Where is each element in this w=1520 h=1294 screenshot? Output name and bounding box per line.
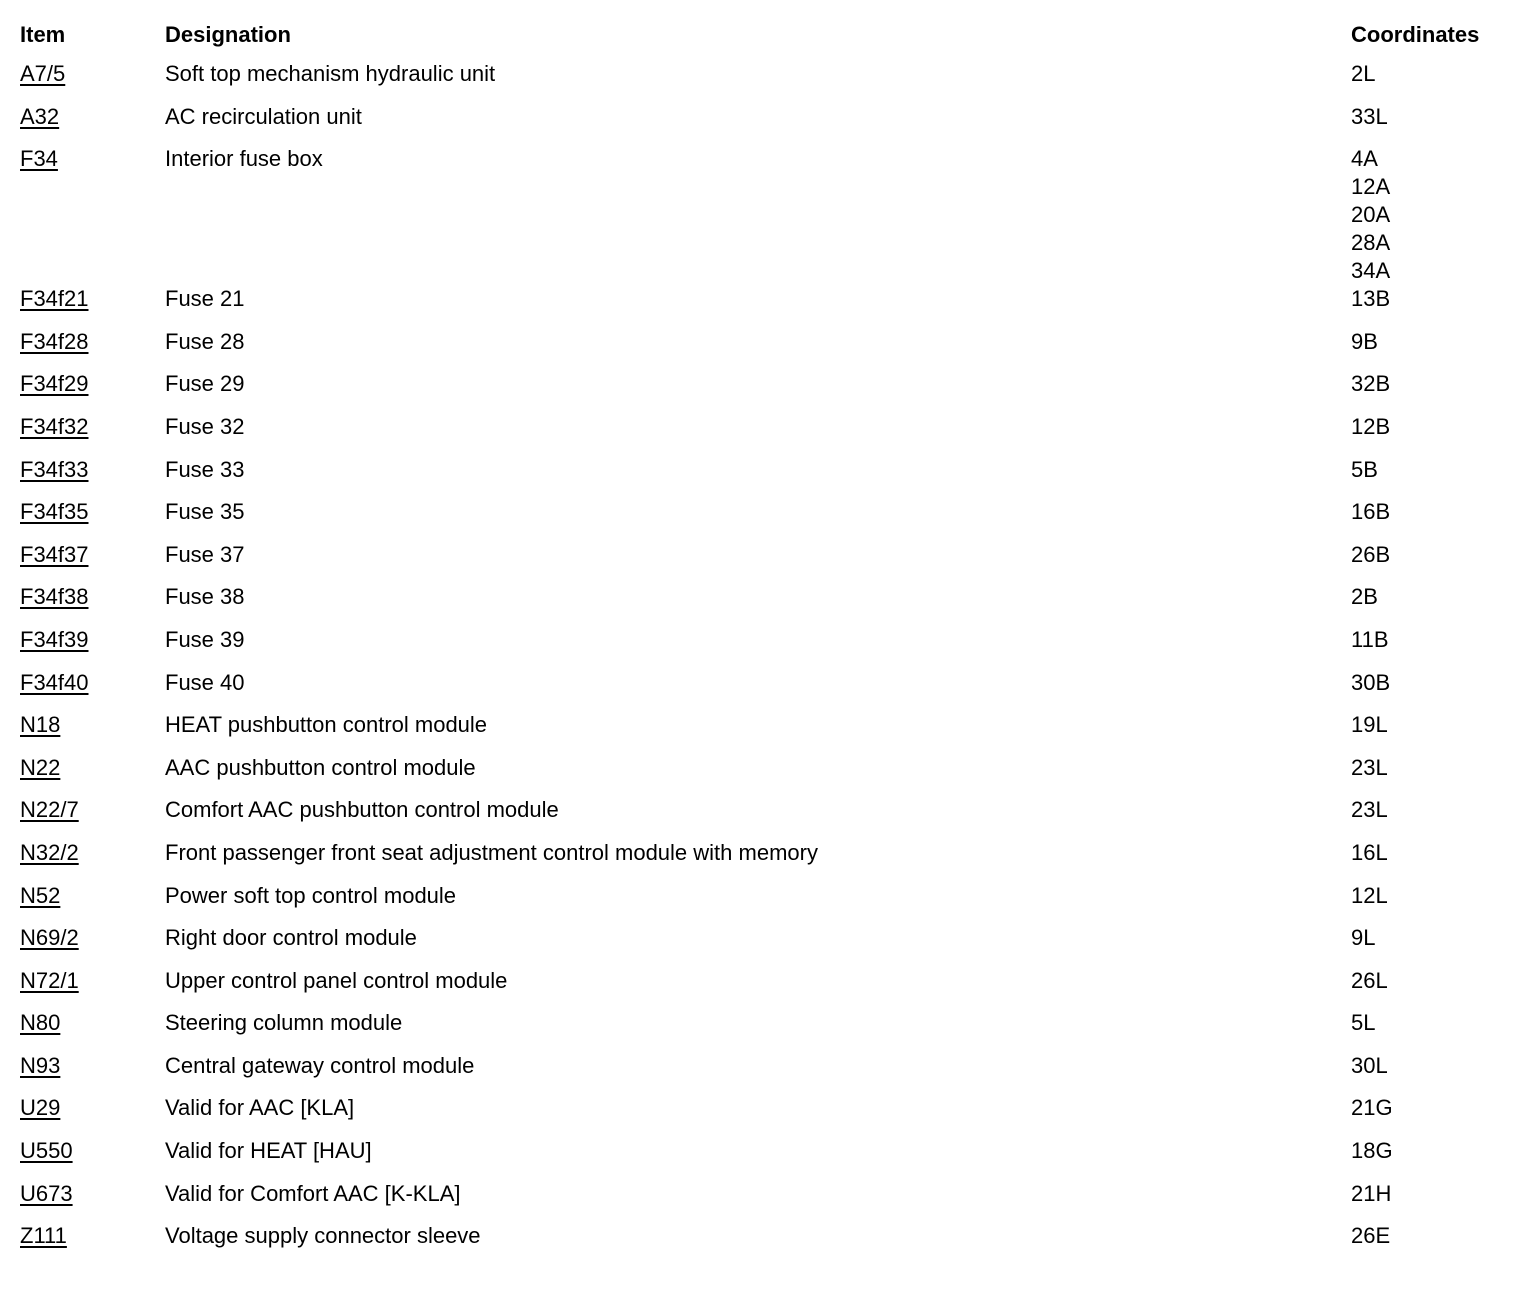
designation-cell <box>165 498 1351 526</box>
table-row <box>20 924 1510 967</box>
item-cell <box>20 370 165 398</box>
item-cell <box>20 711 165 739</box>
designation-cell <box>165 60 1351 88</box>
table-row <box>20 1094 1510 1137</box>
coordinate-value: 19L <box>1351 712 1388 738</box>
item-link[interactable]: N72/1 <box>20 967 79 993</box>
coordinate-value: 23L <box>1351 797 1388 823</box>
item-link[interactable]: F34f40 <box>20 669 89 695</box>
designation-text: Voltage supply connector sleeve <box>165 1223 481 1249</box>
coordinates-cell <box>1351 583 1510 611</box>
coordinates-cell <box>1351 967 1510 995</box>
coordinates-cell <box>1351 103 1510 131</box>
designation-cell <box>165 583 1351 611</box>
coordinate-value: 16B <box>1351 499 1391 525</box>
designation-text: Power soft top control module <box>165 882 457 908</box>
coordinates-cell <box>1351 370 1510 398</box>
designation-cell <box>165 711 1351 739</box>
coordinate-value: 9B <box>1351 328 1378 354</box>
coordinate-value: 30L <box>1351 1052 1388 1078</box>
item-cell <box>20 1009 165 1037</box>
item-cell <box>20 285 165 313</box>
item-link[interactable]: F34f35 <box>20 499 89 525</box>
designation-text: Valid for Comfort AAC [K-KLA] <box>165 1180 461 1206</box>
item-cell <box>20 1222 165 1250</box>
designation-cell <box>165 456 1351 484</box>
coordinate-value: 5L <box>1351 1010 1376 1036</box>
table-row <box>20 754 1510 797</box>
designation-cell <box>165 839 1351 867</box>
item-cell <box>20 145 165 173</box>
item-link[interactable]: F34f37 <box>20 541 89 567</box>
coordinates-cell <box>1351 754 1510 782</box>
item-cell <box>20 796 165 824</box>
designation-text: HEAT pushbutton control module <box>165 712 488 738</box>
coordinate-value: 18G <box>1351 1138 1393 1164</box>
coordinate-value: 16L <box>1351 839 1388 865</box>
coordinates-cell <box>1351 60 1510 88</box>
item-cell <box>20 1137 165 1165</box>
item-cell <box>20 60 165 88</box>
designation-text: Fuse 35 <box>165 499 245 525</box>
item-link[interactable]: F34f29 <box>20 371 89 397</box>
table-row <box>20 103 1510 146</box>
table-row <box>20 498 1510 541</box>
coordinates-cell <box>1351 796 1510 824</box>
designation-text: Soft top mechanism hydraulic unit <box>165 61 496 86</box>
designation-text: Comfort AAC pushbutton control module <box>165 797 559 823</box>
coordinate-value: 33L <box>1351 103 1388 129</box>
table-row <box>20 541 1510 584</box>
designation-cell <box>165 796 1351 824</box>
coordinate-value: 26E <box>1351 1223 1391 1249</box>
table-row <box>20 456 1510 499</box>
item-link[interactable]: A32 <box>20 103 60 129</box>
item-cell <box>20 1180 165 1208</box>
item-cell <box>20 839 165 867</box>
table-row <box>20 796 1510 839</box>
item-link[interactable]: F34f32 <box>20 413 89 439</box>
item-link[interactable]: N32/2 <box>20 839 79 865</box>
coordinate-value: 28A <box>1351 230 1391 256</box>
designation-cell <box>165 1222 1351 1250</box>
item-cell <box>20 541 165 569</box>
item-link[interactable]: N52 <box>20 882 61 908</box>
item-cell <box>20 669 165 697</box>
designation-text: Steering column module <box>165 1010 403 1036</box>
item-link[interactable]: F34f33 <box>20 456 89 482</box>
coordinate-value: 12A <box>1351 174 1391 200</box>
coordinates-cell <box>1351 626 1510 654</box>
designation-cell <box>165 967 1351 995</box>
table-row <box>20 669 1510 712</box>
item-link[interactable]: F34f21 <box>20 286 89 312</box>
item-cell <box>20 626 165 654</box>
designation-text: Central gateway control module <box>165 1052 475 1078</box>
designation-cell <box>165 754 1351 782</box>
designation-text: Fuse 28 <box>165 328 245 354</box>
table-row <box>20 583 1510 626</box>
item-link[interactable]: F34 <box>20 146 58 172</box>
coordinates-cell <box>1351 924 1510 952</box>
item-cell <box>20 967 165 995</box>
designation-text: AC recirculation unit <box>165 103 362 129</box>
coordinates-cell <box>1351 541 1510 569</box>
table-row <box>20 882 1510 925</box>
coordinates-cell <box>1351 1009 1510 1037</box>
coordinates-cell <box>1351 1222 1510 1250</box>
table-row <box>20 145 1510 285</box>
coordinate-value: 20A <box>1351 202 1391 228</box>
item-link[interactable]: A7/5 <box>20 61 66 86</box>
item-cell <box>20 103 165 131</box>
coordinates-cell <box>1351 711 1510 739</box>
table-row <box>20 711 1510 754</box>
designation-text: Fuse 40 <box>165 669 245 695</box>
designation-cell <box>165 145 1351 173</box>
item-link[interactable]: N18 <box>20 712 61 738</box>
item-cell <box>20 1052 165 1080</box>
item-link[interactable]: N80 <box>20 1010 61 1036</box>
designation-text: Valid for AAC [KLA] <box>165 1095 355 1121</box>
item-link[interactable]: U550 <box>20 1138 73 1164</box>
coordinate-value: 23L <box>1351 754 1388 780</box>
table-row <box>20 285 1510 328</box>
designation-cell <box>165 370 1351 398</box>
coordinates-cell <box>1351 1094 1510 1122</box>
coordinates-cell <box>1351 882 1510 910</box>
designation-cell <box>165 1180 1351 1208</box>
item-link[interactable]: Z111 <box>20 1223 67 1249</box>
coordinate-value: 4A <box>1351 146 1378 172</box>
table-row <box>20 1052 1510 1095</box>
coordinate-value: 13B <box>1351 286 1391 312</box>
designation-text: Fuse 29 <box>165 371 245 397</box>
coordinate-value: 21G <box>1351 1095 1393 1121</box>
coordinate-value: 12B <box>1351 413 1391 439</box>
table-row <box>20 413 1510 456</box>
item-cell <box>20 498 165 526</box>
coordinates-cell <box>1351 498 1510 526</box>
table-row <box>20 626 1510 669</box>
legend-table <box>20 22 1510 1265</box>
item-link[interactable]: N22/7 <box>20 797 79 823</box>
designation-cell <box>165 1052 1351 1080</box>
coordinate-value: 5B <box>1351 456 1378 482</box>
coordinates-cell <box>1351 839 1510 867</box>
table-row <box>20 1222 1510 1265</box>
coordinates-cell <box>1351 1180 1510 1208</box>
coordinate-value: 11B <box>1351 626 1389 652</box>
designation-cell <box>165 924 1351 952</box>
designation-cell <box>165 626 1351 654</box>
item-cell <box>20 328 165 356</box>
coordinate-value: 32B <box>1351 371 1391 397</box>
coordinate-value: 30B <box>1351 669 1391 695</box>
designation-text: Interior fuse box <box>165 146 323 172</box>
item-cell <box>20 882 165 910</box>
item-link[interactable]: U29 <box>20 1095 61 1121</box>
designation-cell <box>165 669 1351 697</box>
coordinates-cell <box>1351 669 1510 697</box>
item-cell <box>20 413 165 441</box>
coordinate-value: 26B <box>1351 541 1391 567</box>
table-body <box>20 60 1510 1265</box>
item-link[interactable]: N69/2 <box>20 925 79 951</box>
item-cell <box>20 456 165 484</box>
item-link[interactable]: F34f38 <box>20 584 89 610</box>
table-row <box>20 1180 1510 1223</box>
designation-cell <box>165 103 1351 131</box>
designation-text: Right door control module <box>165 925 417 951</box>
coordinate-value: 2B <box>1351 584 1378 610</box>
coordinates-cell <box>1351 1052 1510 1080</box>
designation-cell <box>165 882 1351 910</box>
header-designation: Designation <box>165 22 291 47</box>
coordinate-value: 12L <box>1351 882 1388 908</box>
item-cell <box>20 924 165 952</box>
coordinate-value: 26L <box>1351 967 1388 993</box>
coordinates-cell <box>1351 145 1510 285</box>
designation-cell <box>165 413 1351 441</box>
designation-text: Fuse 37 <box>165 541 245 567</box>
table-row <box>20 1137 1510 1180</box>
designation-cell <box>165 1094 1351 1122</box>
table-row <box>20 1009 1510 1052</box>
designation-text: Fuse 32 <box>165 413 245 439</box>
designation-text: Fuse 21 <box>165 286 245 312</box>
table-row <box>20 328 1510 371</box>
header-coordinates: Coordinates <box>1351 22 1480 47</box>
item-link[interactable]: N22 <box>20 754 61 780</box>
item-link[interactable]: U673 <box>20 1180 73 1206</box>
table-row <box>20 839 1510 882</box>
item-link[interactable]: F34f28 <box>20 328 89 354</box>
table-row <box>20 967 1510 1010</box>
table-header <box>20 22 1510 60</box>
designation-cell <box>165 541 1351 569</box>
coordinate-value: 21H <box>1351 1180 1392 1206</box>
coordinates-cell <box>1351 456 1510 484</box>
item-cell <box>20 754 165 782</box>
item-link[interactable]: F34f39 <box>20 626 89 652</box>
table-row <box>20 60 1510 103</box>
coordinates-cell <box>1351 413 1510 441</box>
designation-cell <box>165 1137 1351 1165</box>
coordinates-cell <box>1351 1137 1510 1165</box>
coordinate-value: 9L <box>1351 925 1376 951</box>
coordinates-cell <box>1351 285 1510 313</box>
designation-text: Fuse 33 <box>165 456 245 482</box>
header-item: Item <box>20 22 66 47</box>
table-row <box>20 370 1510 413</box>
item-link[interactable]: N93 <box>20 1052 61 1078</box>
coordinates-cell <box>1351 328 1510 356</box>
designation-text: Upper control panel control module <box>165 967 508 993</box>
designation-text: Fuse 39 <box>165 626 245 652</box>
designation-cell <box>165 1009 1351 1037</box>
designation-cell <box>165 285 1351 313</box>
designation-text: Valid for HEAT [HAU] <box>165 1138 372 1164</box>
item-cell <box>20 583 165 611</box>
designation-cell <box>165 328 1351 356</box>
coordinate-value: 2L <box>1351 61 1376 86</box>
item-cell <box>20 1094 165 1122</box>
designation-text: Fuse 38 <box>165 584 245 610</box>
coordinate-value: 34A <box>1351 258 1391 284</box>
designation-text: AAC pushbutton control module <box>165 754 476 780</box>
designation-text: Front passenger front seat adjustment control module with memory <box>165 839 818 865</box>
